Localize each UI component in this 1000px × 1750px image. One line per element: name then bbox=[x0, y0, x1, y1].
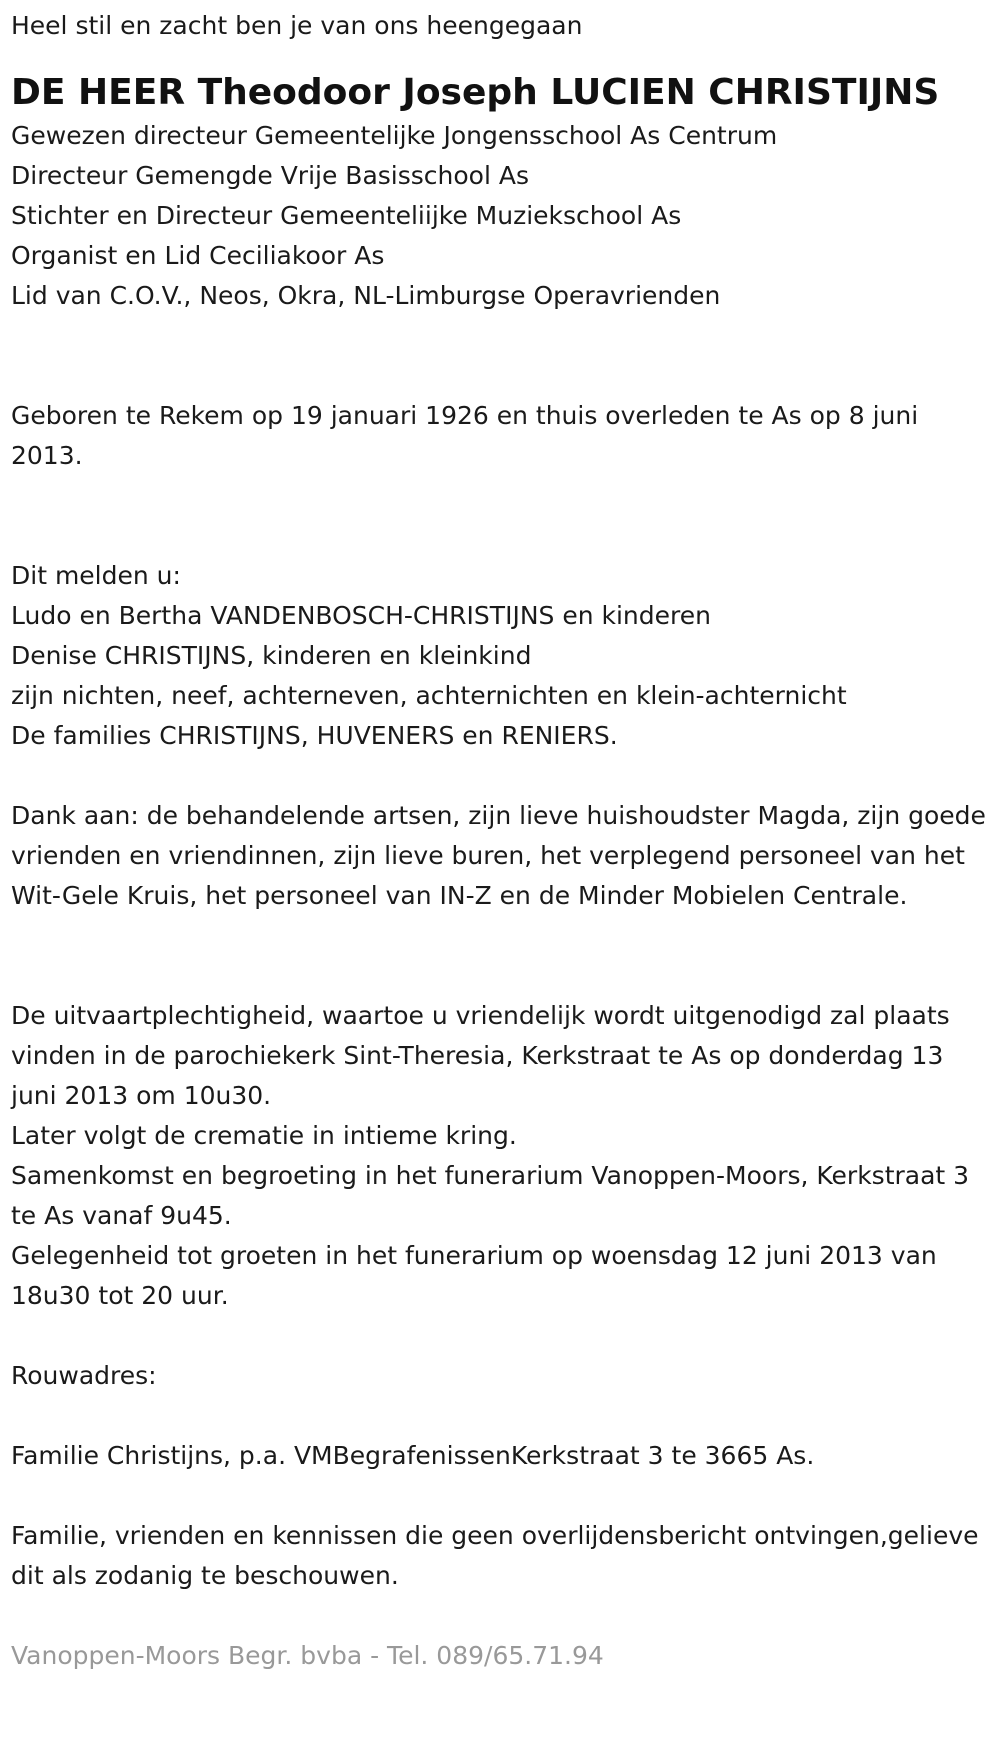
titles-list bbox=[11, 116, 990, 316]
spacer bbox=[11, 1476, 990, 1516]
ceremony-section bbox=[11, 996, 990, 1316]
announcer-line: De families CHRISTIJNS, HUVENERS en RENIERS. bbox=[11, 721, 618, 750]
thanks-text: Dank aan: de behandelende artsen, zijn lieve huishoudster Magda, zijn goede vrienden en vriendinnen, zijn lieve buren, het verplegend personeel van het Wit-Gele Kruis, het personeel van IN-Z en de Minder Mobielen Centrale. bbox=[11, 801, 986, 910]
ceremony-line: Gelegenheid tot groeten in het funerarium op woensdag 12 juni 2013 van 18u30 tot 20 uur. bbox=[11, 1241, 937, 1310]
spacer bbox=[11, 916, 990, 996]
ceremony-line: De uitvaartplechtigheid, waartoe u vriendelijk wordt uitgenodigd zal plaats vinden in de parochiekerk Sint-Theresia, Kerkstraat te As op donderdag 13 juni 2013 om 10u30. bbox=[11, 1001, 950, 1110]
spacer bbox=[11, 316, 990, 396]
announcer-line: Denise CHRISTIJNS, kinderen en kleinkind bbox=[11, 641, 532, 670]
spacer bbox=[11, 1396, 990, 1436]
announcers-intro: Dit melden u: bbox=[11, 561, 181, 590]
spacer bbox=[11, 756, 990, 796]
ceremony-line: Samenkomst en begroeting in het funerarium Vanoppen-Moors, Kerkstraat 3 te As vanaf 9u45. bbox=[11, 1161, 970, 1230]
title-line: Directeur Gemengde Vrije Basisschool As bbox=[11, 161, 529, 190]
announcer-line: Ludo en Bertha VANDENBOSCH-CHRISTIJNS en kinderen bbox=[11, 601, 711, 630]
footer-contact: Vanoppen-Moors Begr. bvba - Tel. 089/65.71.94 bbox=[11, 1641, 604, 1670]
notice-text: Familie, vrienden en kennissen die geen overlijdensbericht ontvingen,gelieve dit als zodanig te beschouwen. bbox=[11, 1521, 979, 1590]
spacer bbox=[11, 1316, 990, 1356]
ceremony-line: Later volgt de crematie in intieme kring. bbox=[11, 1121, 517, 1150]
title-line: Stichter en Directeur Gemeenteliijke Muziekschool As bbox=[11, 201, 682, 230]
spacer bbox=[11, 476, 990, 556]
title-line: Organist en Lid Ceciliakoor As bbox=[11, 241, 385, 270]
address-label: Rouwadres: bbox=[11, 1361, 157, 1390]
announcer-line: zijn nichten, neef, achterneven, achternichten en klein-achternicht bbox=[11, 681, 847, 710]
title-line: Gewezen directeur Gemeentelijke Jongensschool As Centrum bbox=[11, 121, 778, 150]
spacer bbox=[11, 1596, 990, 1636]
deceased-name: DE HEER Theodoor Joseph LUCIEN CHRISTIJNS bbox=[11, 72, 940, 113]
birth-death-text: Geboren te Rekem op 19 januari 1926 en thuis overleden te As op 8 juni 2013. bbox=[11, 401, 919, 470]
opening-line: Heel stil en zacht ben je van ons heengegaan bbox=[11, 11, 583, 40]
announcers-section bbox=[11, 556, 990, 756]
address-text: Familie Christijns, p.a. VMBegrafenissenKerkstraat 3 te 3665 As. bbox=[11, 1441, 815, 1470]
title-line: Lid van C.O.V., Neos, Okra, NL-Limburgse Operavrienden bbox=[11, 281, 721, 310]
